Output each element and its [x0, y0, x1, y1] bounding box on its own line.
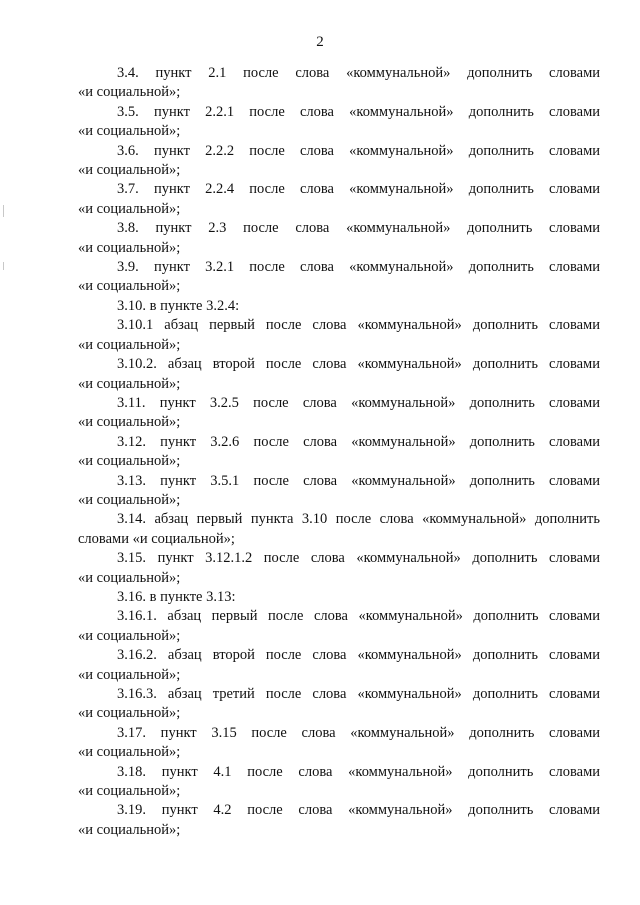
list-item: 3.16.1. абзац первый после слова «коммунальной» дополнить словами «и социальной»;: [78, 608, 600, 644]
list-item: 3.10.2. абзац второй после слова «коммунальной» дополнить словами «и социальной»;: [78, 356, 600, 392]
document-body: [78, 64, 600, 840]
list-item: 3.12. пункт 3.2.6 после слова «коммунальной» дополнить словами «и социальной»;: [78, 433, 600, 470]
list-item: 3.19. пункт 4.2 после слова «коммунальной» дополнить словами «и социальной»;: [78, 802, 600, 838]
list-item: 3.5. пункт 2.2.1 после слова «коммунальной» дополнить словами «и социальной»;: [78, 103, 600, 140]
list-item: 3.7. пункт 2.2.4 после слова «коммунальной» дополнить словами «и социальной»;: [78, 181, 600, 217]
list-item: 3.4. пункт 2.1 после слова «коммунальной» дополнить словами «и социальной»;: [78, 65, 600, 101]
list-item: 3.16.3. абзац третий после слова «коммунальной» дополнить словами «и социальной»;: [78, 686, 600, 722]
list-item: 3.15. пункт 3.12.1.2 после слова «коммунальной» дополнить словами «и социальной»;: [78, 550, 600, 586]
list-heading: 3.10. в пункте 3.2.4:: [117, 297, 240, 314]
list-item: 3.6. пункт 2.2.2 после слова «коммунальной» дополнить словами «и социальной»;: [78, 142, 600, 179]
list-item: 3.13. пункт 3.5.1 после слова «коммунальной» дополнить словами «и социальной»;: [78, 472, 600, 508]
page-number: 2: [316, 34, 324, 50]
list-item: 3.10.1 абзац первый после слова «коммунальной» дополнить словами «и социальной»;: [78, 317, 600, 353]
list-item: 3.18. пункт 4.1 после слова «коммунальной» дополнить словами «и социальной»;: [78, 763, 600, 800]
list-item: 3.11. пункт 3.2.5 после слова «коммунальной» дополнить словами «и социальной»;: [78, 394, 600, 431]
list-item: 3.8. пункт 2.3 после слова «коммунальной» дополнить словами «и социальной»;: [78, 220, 600, 256]
scan-edge-mark: [3, 262, 4, 270]
list-heading: 3.16. в пункте 3.13:: [117, 588, 236, 605]
list-item: 3.17. пункт 3.15 после слова «коммунальной» дополнить словами «и социальной»;: [78, 724, 600, 761]
list-item: 3.9. пункт 3.2.1 после слова «коммунальной» дополнить словами «и социальной»;: [78, 259, 600, 295]
list-item: 3.16.2. абзац второй после слова «коммунальной» дополнить словами «и социальной»;: [78, 647, 600, 683]
scan-edge-mark: [3, 205, 4, 217]
list-item: 3.14. абзац первый пункта 3.10 после слова «коммунальной» дополнить словами «и социальной»;: [78, 511, 600, 547]
